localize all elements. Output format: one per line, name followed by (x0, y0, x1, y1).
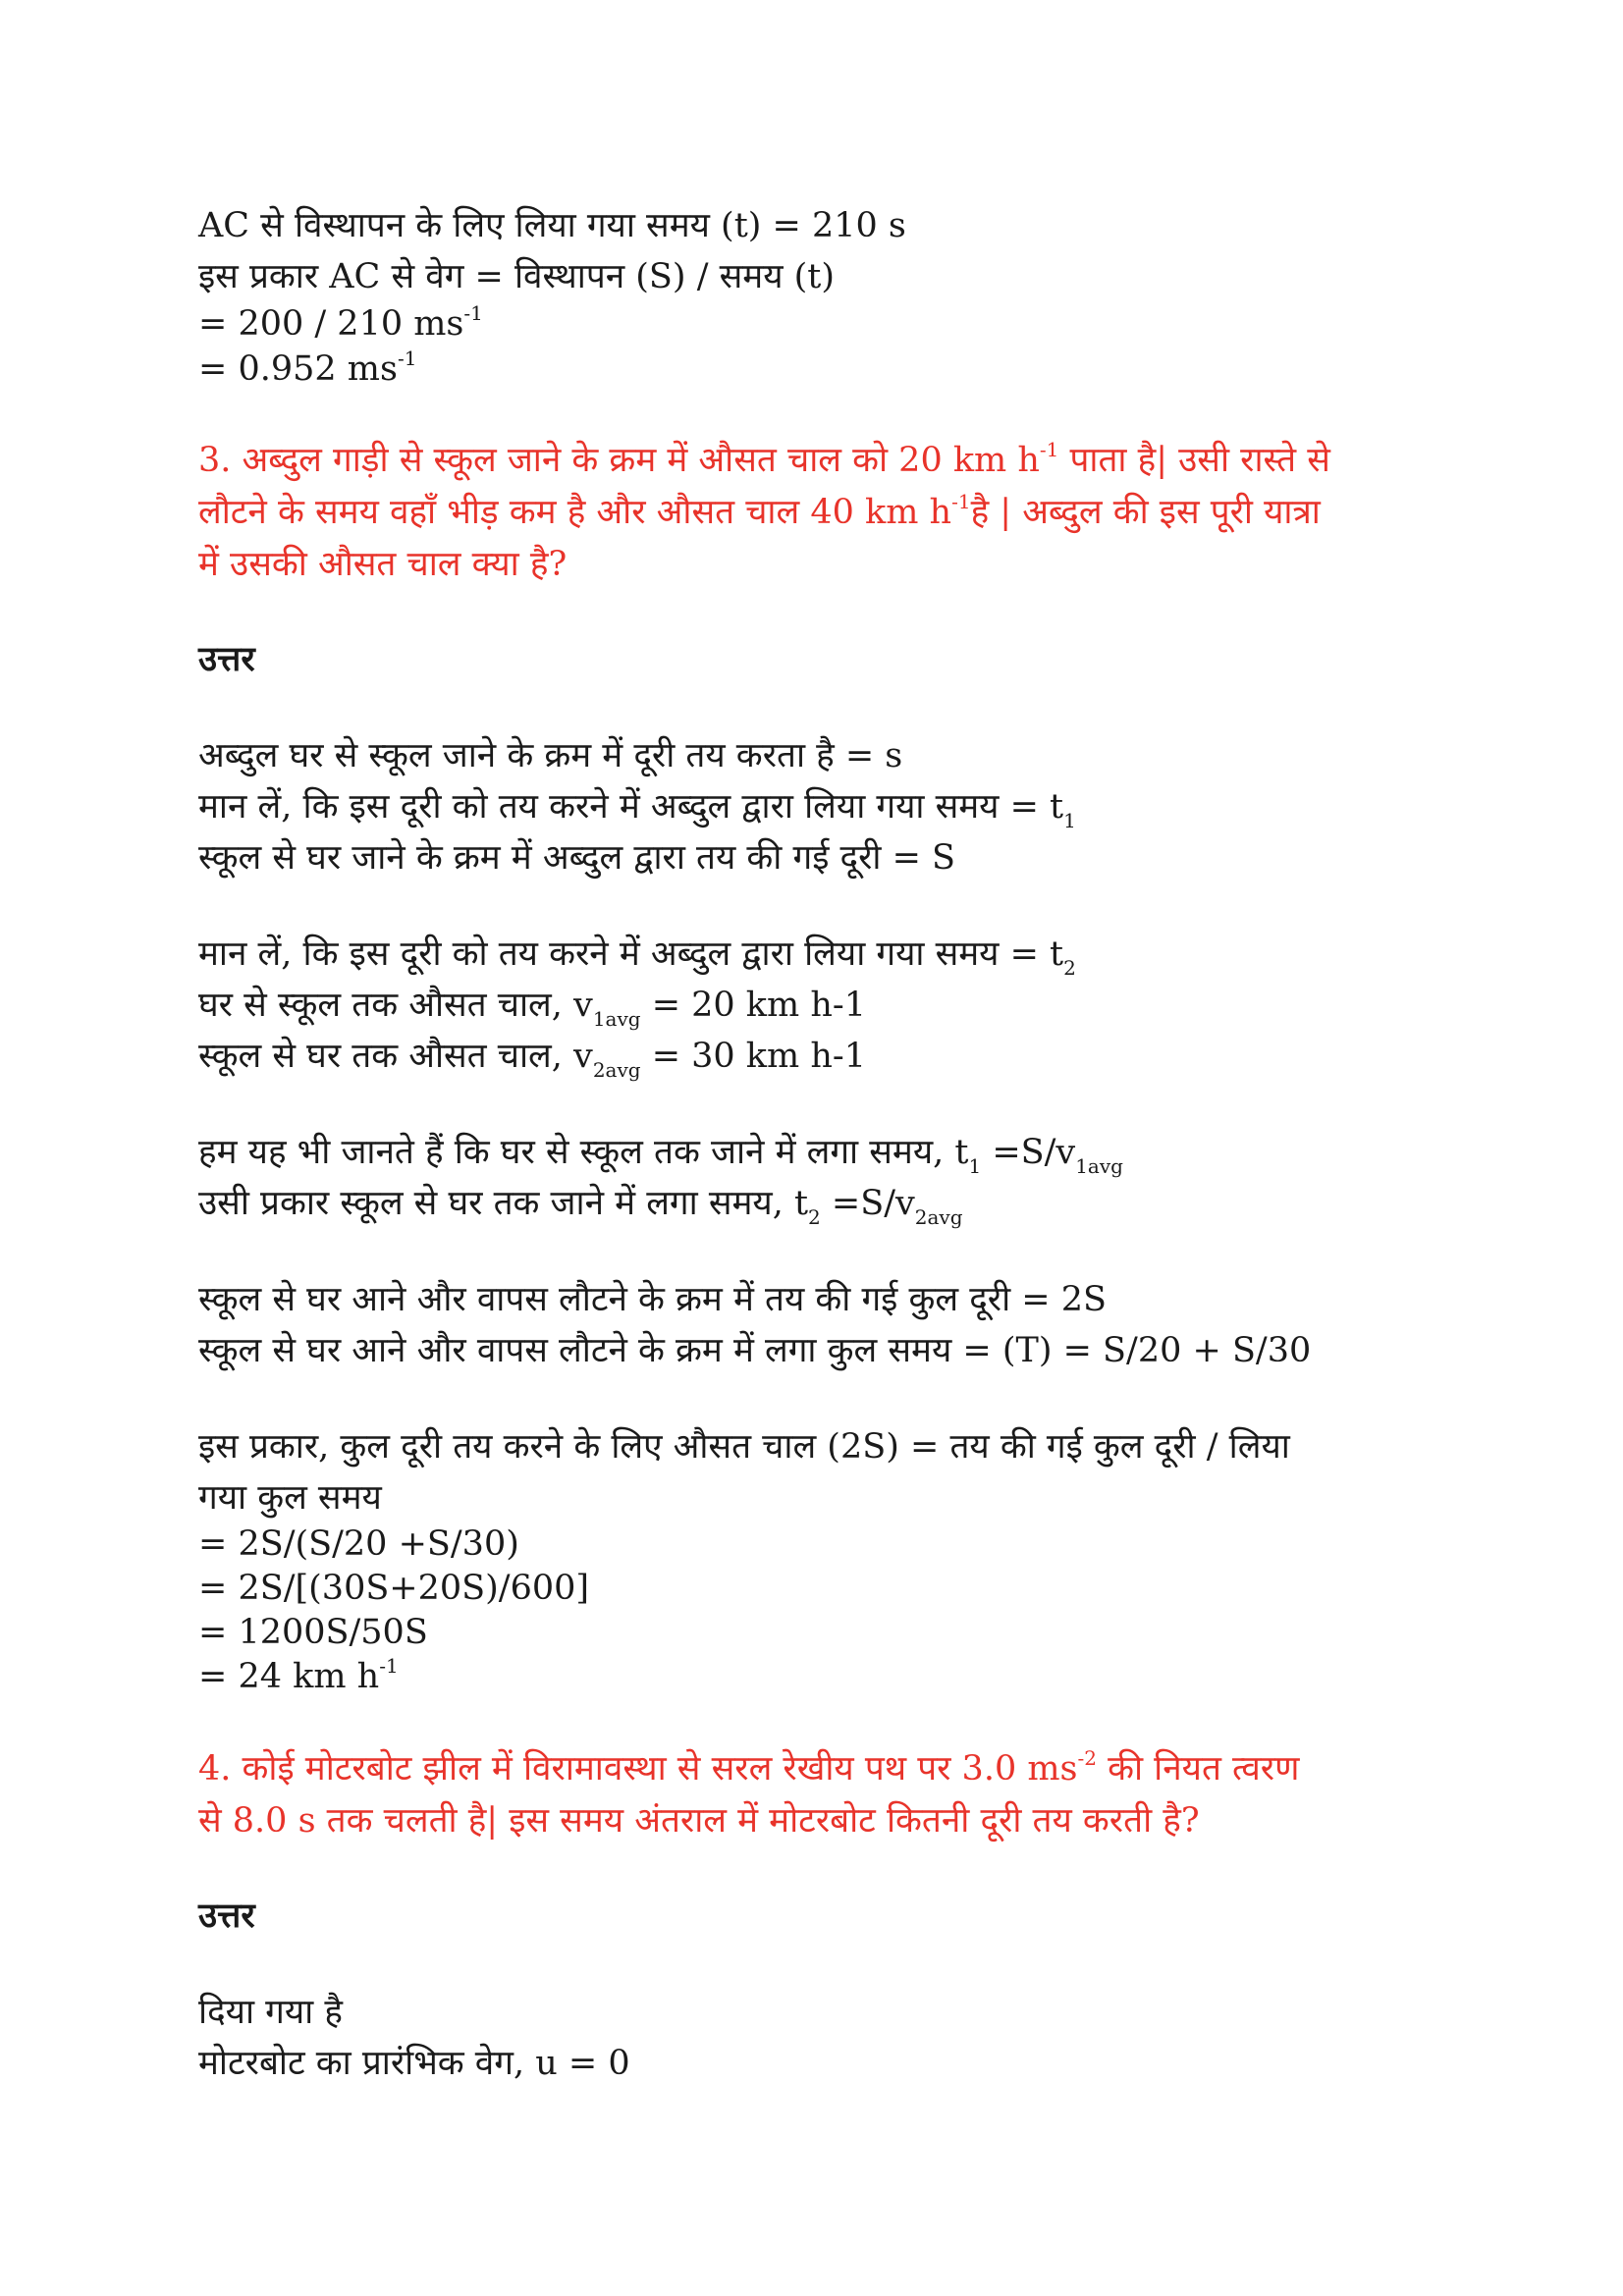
text-line: उसी प्रकार स्कूल से घर तक जाने में लगा समय, $t_2 =S/v_{2avg}$ (198, 1184, 963, 1229)
equation-line: = 1200S/50S (198, 1613, 428, 1652)
text-line: मोटरबोट का प्रारंभिक वेग, u = 0 (198, 2044, 630, 2083)
text-line: स्कूल से घर जाने के क्रम में अब्दुल द्वारा तय की गई दूरी = S (198, 838, 956, 878)
question-4-line: 4. कोई मोटरबोट झील में विरामावस्था से सरल रेखीय पथ पर 3.0 $ms^{-2}$ की नियत त्वरण (198, 1746, 1300, 1789)
equation-line: = 2S/[(30S+20S)/600] (198, 1569, 590, 1608)
answer-heading: उत्तर (198, 1896, 255, 1936)
text-line: हम यह भी जानते हैं कि घर से स्कूल तक जाने में लगा समय, $t_1 =S/v_{1avg}$ (198, 1133, 1123, 1178)
text-line: इस प्रकार, कुल दूरी तय करने के लिए औसत चाल (2S) = तय की गई कुल दूरी / लिया (198, 1427, 1290, 1467)
text-line: स्कूल से घर आने और वापस लौटने के क्रम में तय की गई कुल दूरी = 2S (198, 1280, 1107, 1319)
text-line: इस प्रकार AC से वेग = विस्थापन (S) / समय (t) (198, 257, 836, 296)
text-line: AC से विस्थापन के लिए लिया गया समय (t) = 210 s (198, 206, 906, 245)
text-line: गया कुल समय (198, 1478, 382, 1518)
question-3-line: 3. अब्दुल गाड़ी से स्कूल जाने के क्रम में औसत चाल को 20 km $h^{-1}$ पाता है| उसी रास्ते से (198, 438, 1330, 480)
text-line: घर से स्कूल तक औसत चाल, $v_{1avg} = 20$ km h-1 (198, 986, 866, 1031)
text-line: मान लें, कि इस दूरी को तय करने में अब्दुल द्वारा लिया गया समय = $t_1$ (198, 787, 1076, 832)
text-line: स्कूल से घर आने और वापस लौटने के क्रम में लगा कुल समय = (T) = S/20 + S/30 (198, 1331, 1312, 1370)
text-line: दिया गया है (198, 1993, 343, 2032)
text-line: मान लें, कि इस दूरी को तय करने में अब्दुल द्वारा लिया गया समय = $t_2$ (198, 934, 1076, 980)
equation-line: = 2S/(S/20 +S/30) (198, 1524, 519, 1564)
text-line: स्कूल से घर तक औसत चाल, $v_{2avg} = 30$ km h-1 (198, 1037, 866, 1082)
answer-heading: उत्तर (198, 639, 255, 679)
equation-line: = 24 km $h^{-1}$ (198, 1654, 399, 1696)
question-3-line: लौटने के समय वहाँ भीड़ कम है और औसत चाल 40 km $h^{-1}है$ | अब्दुल की इस पूरी यात्रा (198, 490, 1321, 532)
text-line: अब्दुल घर से स्कूल जाने के क्रम में दूरी तय करता है = s (198, 736, 903, 775)
equation-line: = 0.952 $ms^{-1}$ (198, 347, 417, 389)
equation-line: = 200 / 210 $ms^{-1}$ (198, 301, 483, 344)
question-4-line: से 8.0 s तक चलती है| इस समय अंतराल में मोटरबोट कितनी दूरी तय करती है? (198, 1801, 1200, 1841)
question-3-line: में उसकी औसत चाल क्या है? (198, 545, 568, 584)
